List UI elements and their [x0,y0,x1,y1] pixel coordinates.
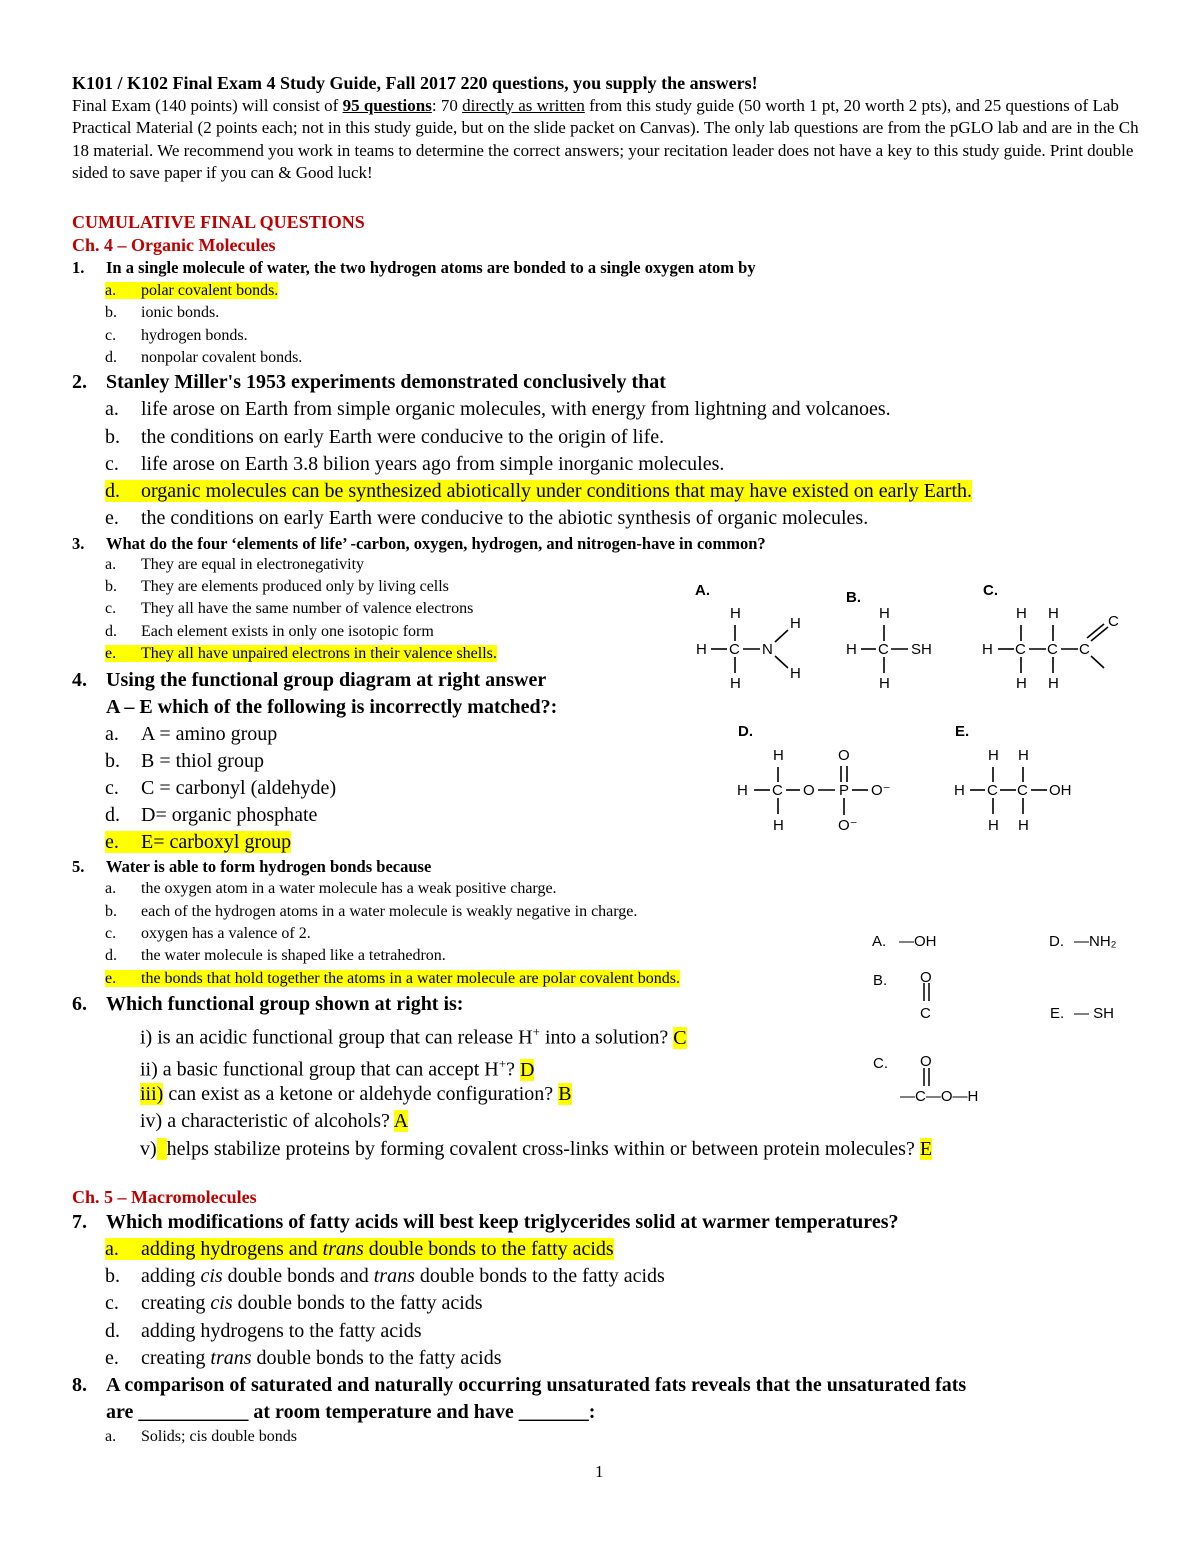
instructions-question-count: 95 questions [342,95,432,115]
atom-o: O [838,747,850,764]
group-label-e: E. [1050,1005,1065,1022]
atom-h: H [846,641,857,658]
question-number: 6. [72,993,87,1015]
question-text: A comparison of saturated and naturally occurring unsaturated fats reveals that the unsaturated fats [106,1374,967,1396]
atom-h: H [773,817,784,834]
question-text: Stanley Miller's 1953 experiments demonstrated conclusively that [106,371,666,393]
atom-h: H [1016,675,1027,692]
option-letter: d. [105,480,120,502]
option-letter: c. [105,925,117,942]
atom-h: H [773,747,784,764]
option-text: D= organic phosphate [141,804,318,826]
part-number: iii) [140,1083,164,1105]
instructions-text: Final Exam (140 points) will consist of [72,95,343,115]
option-letter: c. [105,453,119,475]
option-text: They are equal in electronegativity [141,556,365,573]
option-letter: b. [105,578,117,595]
option-text: hydrogen bonds. [141,327,248,344]
question-number: 4. [72,669,87,691]
superscript-plus: + [498,1056,507,1071]
option-letter: b. [105,750,120,772]
option-letter: a. [105,723,119,745]
figure-label-d: D. [738,723,753,740]
atom-h: H [954,782,965,799]
answer-highlight: C [673,1026,687,1049]
atom-h: H [982,641,993,658]
atom-c: C [878,641,889,658]
document-title: K101 / K102 Final Exam 4 Study Guide, Fall 2017 220 questions, you supply the answers! [72,73,758,93]
section-ch5: Ch. 5 – Macromolecules [72,1187,257,1207]
option-letter: e. [105,507,119,529]
part-text: can exist as a ketone or aldehyde configuration? [163,1083,559,1105]
atom-o-minus: O⁻ [871,782,891,799]
option-letter: d. [105,804,120,826]
option-text: adding [141,1265,201,1287]
option-letter: d. [105,623,117,640]
instructions-direct: directly as written [462,95,585,115]
atom-h: H [730,675,741,692]
atom-oh: OH [1049,782,1072,799]
option-letter: d. [105,1320,120,1342]
answer-highlight: E [919,1138,933,1160]
option-text: the oxygen atom in a water molecule has a weak positive charge. [141,880,557,897]
page-number: 1 [595,1462,604,1481]
option-text: organic molecules can be synthesized abiotically under conditions that may have existed on early Earth. [141,480,973,502]
option-text: They all have the same number of valence electrons [141,600,474,617]
option-text: ionic bonds. [141,304,220,321]
atom-h: H [1018,817,1029,834]
option-letter: d. [105,947,117,964]
atom-c: C [1047,641,1058,658]
option-letter: a. [105,880,117,897]
atom-sh: SH [911,641,932,658]
option-letter: c. [105,600,117,617]
option-letter: b. [105,426,120,448]
option-letter: c. [105,1292,119,1314]
option-italic: cis [200,1265,223,1287]
option-letter: d. [105,349,117,366]
figure-label-b: B. [846,589,861,606]
question-text: Which functional group shown at right is: [106,993,464,1015]
part-text: iv) a characteristic of alcohols? [140,1110,394,1132]
option-letter: b. [105,304,117,321]
option-text: C = carbonyl (aldehyde) [141,777,337,799]
option-text: the conditions on early Earth were conducive to the abiotic synthesis of organic molecules. [141,507,869,529]
part-text: into a solution? [539,1026,674,1049]
atom-c: C [1017,782,1028,799]
option-text: the bonds that hold together the atoms in a water molecule are polar covalent bonds. [141,970,680,987]
option-text: each of the hydrogen atoms in a water molecule is weakly negative in charge. [141,903,638,920]
question-text: Water is able to form hydrogen bonds because [106,857,432,876]
option-text: double bonds and [222,1265,374,1287]
question-number: 7. [72,1211,87,1233]
option-italic: trans [210,1347,252,1369]
answer-highlight: A [393,1110,409,1132]
option-text: They all have unpaired electrons in their valence shells. [141,645,497,662]
option-text: Solids; cis double bonds [141,1428,298,1445]
option-letter: c. [105,327,117,344]
atom-h: H [1048,675,1059,692]
group-a-formula: —OH [899,933,937,950]
option-text: the water molecule is shaped like a tetrahedron. [141,947,446,964]
atom-p: P [839,782,850,799]
option-text: nonpolar covalent bonds. [141,349,303,366]
question-text: In a single molecule of water, the two hydrogen atoms are bonded to a single oxygen atom by [106,258,756,277]
question-number: 3. [72,534,85,553]
atom-h: H [1018,747,1029,764]
option-letter: c. [105,777,119,799]
option-text: oxygen has a valence of 2. [141,925,311,942]
atom-o-partial: C [1108,613,1119,630]
atom-h: H [730,605,741,622]
option-letter: e. [105,1347,119,1369]
figure-label-e: E. [955,723,970,740]
part-text: helps stabilize proteins by forming covalent cross-links within or between protein molecules? [166,1138,920,1160]
option-italic: trans [322,1238,364,1260]
question-number: 8. [72,1374,87,1396]
part-text: i) is an acidic functional group that can release H [140,1026,533,1049]
atom-c: C [729,641,740,658]
option-text: double bonds to the fatty acids [414,1265,665,1287]
atom-h: H [879,605,890,622]
option-italic: trans [373,1265,415,1287]
option-text: life arose on Earth from simple organic molecules, with energy from lightning and volcanoes. [141,398,891,420]
option-letter: b. [105,1265,120,1287]
part-text: ? [506,1058,520,1081]
option-letter: a. [105,282,117,299]
group-e-formula: — SH [1074,1005,1115,1022]
group-c-oxygen: O [920,1053,932,1070]
option-text: B = thiol group [141,750,264,772]
option-letter: a. [105,398,119,420]
question-text: Which modifications of fatty acids will best keep triglycerides solid at warmer temperatures? [106,1211,899,1233]
figure-label-a: A. [695,582,710,599]
superscript-plus: + [532,1024,540,1039]
group-label-b: B. [873,972,888,989]
section-cumulative: CUMULATIVE FINAL QUESTIONS [72,212,365,232]
atom-c: C [772,782,783,799]
figure-label-c: C. [983,582,998,599]
answer-highlight: B [558,1083,572,1105]
option-italic: cis [210,1292,233,1314]
question-8-line2: are ___________ at room temperature and have _______: [106,1401,596,1423]
option-text: double bonds to the fatty acids [363,1238,614,1260]
atom-o: O [803,782,815,799]
atom-c: C [1015,641,1026,658]
group-label-c: C. [873,1055,888,1072]
atom-c: C [987,782,998,799]
option-letter: a. [105,1428,117,1445]
atom-h: H [879,675,890,692]
option-text: double bonds to the fatty acids [251,1347,502,1369]
option-text: adding hydrogens and [141,1238,323,1260]
group-b-carbon: C [920,1005,931,1022]
option-letter: a. [105,556,117,573]
option-text: the conditions on early Earth were conducive to the origin of life. [141,426,665,448]
option-letter: b. [105,903,117,920]
atom-h: H [790,615,801,632]
instructions-text: from this study guide (50 worth 1 pt, 20 worth 2 pts), and 25 questions of Lab Practical Material (2 points each; not in this study guide, but on the slide packet on Canvas). The only lab questions are from the pGLO lab and are in the Ch 18 material. We recommend you work in teams to determine the correct answers; your recitation leader does not have a key to this study guide. Print double sided to save paper if you can & Good luck! [72,95,1139,183]
question-number: 2. [72,371,87,393]
question-4-line2: A – E which of the following is incorrectly matched?: [106,696,558,718]
atom-o-minus: O⁻ [838,817,858,834]
part-text: ii) a basic functional group that can accept H [140,1058,499,1081]
option-text: double bonds to the fatty acids [232,1292,483,1314]
option-letter: a. [105,1238,119,1260]
option-text: life arose on Earth 3.8 bilion years ago from simple inorganic molecules. [141,453,725,475]
answer-highlight: D [519,1058,535,1081]
part-number: v) [140,1138,157,1160]
option-text: polar covalent bonds. [141,282,279,299]
question-text: What do the four ‘elements of life’ -carbon, oxygen, hydrogen, and nitrogen-have in common? [106,534,766,553]
option-text: Each element exists in only one isotopic form [141,623,434,640]
question-number: 1. [72,258,85,277]
atom-h: H [1048,605,1059,622]
group-b-oxygen: O [920,969,932,986]
option-text: creating [141,1347,211,1369]
atom-n: N [762,641,773,658]
option-letter: e. [105,645,117,662]
atom-c: C [1079,641,1090,658]
section-ch4: Ch. 4 – Organic Molecules [72,235,276,255]
instructions-text: : 70 [431,95,463,115]
atom-h: H [790,665,801,682]
option-text: They are elements produced only by living cells [141,578,449,595]
option-letter: e. [105,970,117,987]
option-text: creating [141,1292,211,1314]
atom-h: H [737,782,748,799]
atom-h: H [988,747,999,764]
group-label-d: D. [1049,933,1064,950]
atom-h: H [696,641,707,658]
question-number: 5. [72,857,85,876]
option-text: adding hydrogens to the fatty acids [141,1320,422,1342]
group-c-formula: —C—O—H [900,1088,979,1105]
question-text: Using the functional group diagram at right answer [106,669,547,691]
group-label-a: A. [872,933,887,950]
atom-h: H [1016,605,1027,622]
group-d-formula: —NH₂ [1074,933,1117,950]
option-text: A = amino group [141,723,278,745]
option-letter: e. [105,831,119,853]
atom-h: H [988,817,999,834]
option-text: E= carboxyl group [141,831,292,853]
